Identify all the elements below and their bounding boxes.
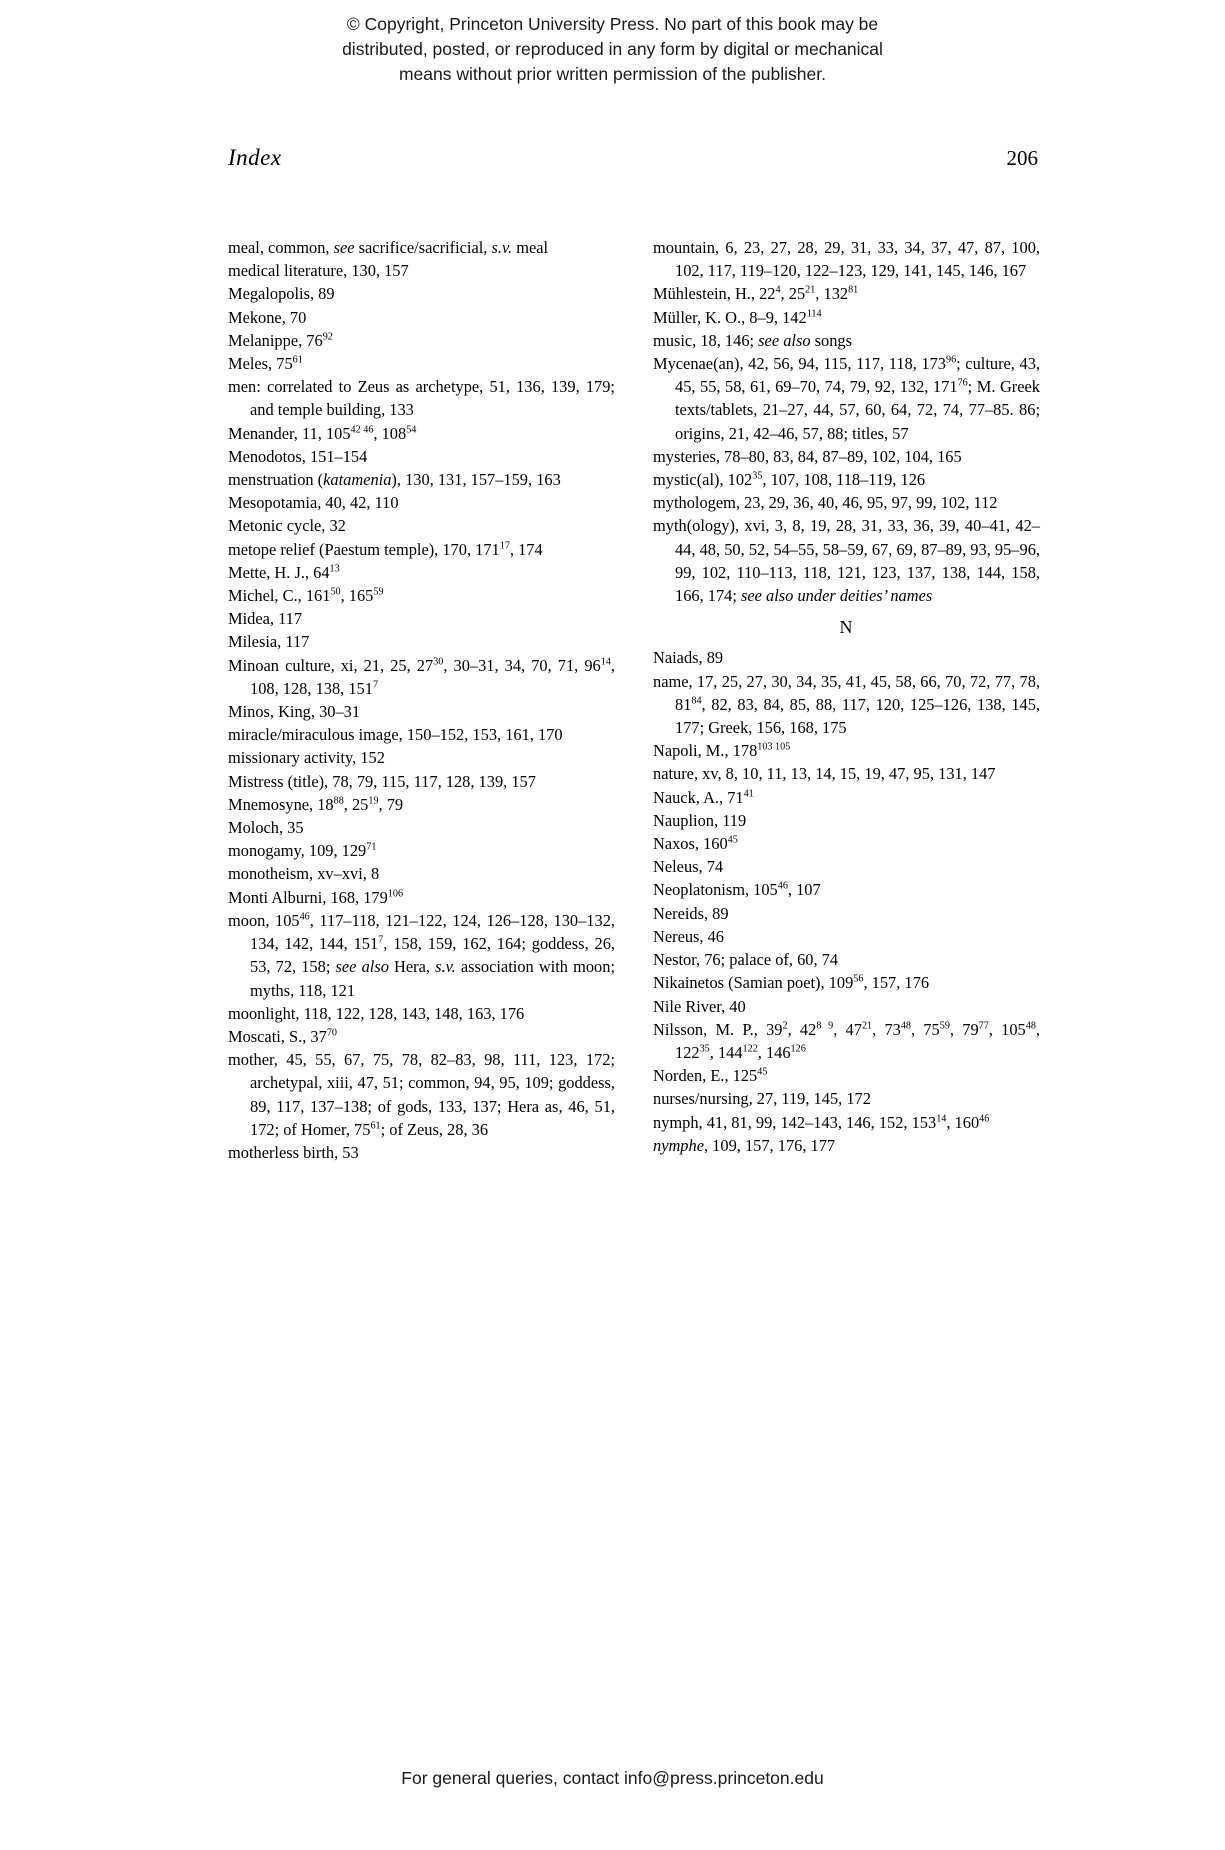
index-entry: mythologem, 23, 29, 36, 40, 46, 95, 97, 99, 102, 112 — [653, 493, 998, 513]
index-entry: Meles, $75^{61}$ — [228, 354, 303, 374]
index-entry: nurses/nursing, 27, 119, 145, 172 — [653, 1089, 871, 1109]
index-entry: Neoplatonism, $105^{46}$, 107 — [653, 880, 821, 900]
footer-queries: For general queries, contact info@press.princeton.edu — [401, 1768, 824, 1788]
index-entry: Mühlestein, H., $22^4$, $25^{21}$, $132^{81}$ — [653, 284, 859, 304]
index-entry: nymph, 41, 81, 99, 142–143, 146, 152, $153^{14}$, $160^{46}$ — [653, 1112, 990, 1132]
index-entry: Mycenae(an), 42, 56, 94, 115, 117, 118, $173^{96}$; culture, 43, 45, 55, 58, 61, 69–70, 74, 79, 92, 132, $171^{76}$; M. Greek texts/tablets, 21–27, 44, 57, 60, 64, 72, 74, 77–85. 86; origins, 21, 42–46, 57, 88; titles, 57 — [653, 354, 1040, 443]
index-entry: moonlight, 118, 122, 128, 143, 148, 163, 176 — [228, 1003, 525, 1023]
index-entry: Nereids, 89 — [653, 903, 729, 923]
copyright-line-3: means without prior written permission of the publisher. — [398, 64, 826, 84]
page-header — [228, 145, 1038, 171]
index-entry: miracle/miraculous image, 150–152, 153, 161, 170 — [228, 725, 563, 745]
index-entry: Norden, E., $125^{45}$ — [653, 1066, 768, 1086]
index-entry: Nereus, 46 — [653, 926, 725, 946]
index-entry: Mette, H. J., $64^{13}$ — [228, 562, 340, 582]
index-entry: Midea, 117 — [228, 609, 303, 629]
index-entry: Naiads, 89 — [653, 648, 724, 668]
index-entry: meal, common, see sacrifice/sacrificial, s.v. meal — [228, 238, 549, 257]
index-entry: menstruation (katamenia), 130, 131, 157–159, 163 — [228, 470, 561, 490]
index-entry: nature, xv, 8, 10, 11, 13, 14, 15, 19, 47, 95, 131, 147 — [653, 764, 996, 784]
index-entry: myth(ology), xvi, 3, 8, 19, 28, 31, 33, 36, 39, 40–41, 42–44, 48, 50, 52, 54–55, 58–59, 67, 69, 87–89, 93, 95–96, 99, 102, 110–113, 118, 121, 123, 137, 138, 144, 158, 166, 174; see also under deities’ names — [653, 516, 1040, 606]
index-entry: missionary activity, 152 — [228, 748, 385, 768]
index-entry: mystic(al), $102^{35}$, 107, 108, 118–119, 126 — [653, 470, 926, 490]
index-entry: Nikainetos (Samian poet), $109^{56}$, 157, 176 — [653, 973, 930, 993]
index-entry: music, 18, 146; see also songs — [653, 330, 852, 350]
index-entry: Mekone, 70 — [228, 307, 307, 327]
index-entry: Moloch, 35 — [228, 818, 304, 838]
index-columns — [228, 236, 1040, 1164]
index-entry: Metonic cycle, 32 — [228, 516, 346, 536]
index-entry: mountain, 6, 23, 27, 28, 29, 31, 33, 34, 37, 47, 87, 100, 102, 117, 119–120, 122–123, 129, 141, 145, 146, 167 — [653, 238, 1040, 281]
index-entry: Mistress (title), 78, 79, 115, 117, 128, 139, 157 — [228, 771, 536, 791]
index-entry: metope relief (Paestum temple), 170, $171^{17}$, 174 — [228, 539, 543, 559]
index-entry: mysteries, 78–80, 83, 84, 87–89, 102, 104, 165 — [653, 446, 962, 466]
index-entry: Nestor, 76; palace of, 60, 74 — [653, 950, 839, 970]
index-entry: Mesopotamia, 40, 42, 110 — [228, 493, 399, 513]
index-entry: Napoli, M., $178^{103 105}$ — [653, 741, 791, 761]
index-column-left — [228, 236, 615, 1164]
index-entry: Neleus, 74 — [653, 857, 724, 877]
page-number: 206 — [1006, 146, 1038, 170]
index-entry: Menander, 11, $105^{42 46}$, $108^{54}$ — [228, 423, 417, 443]
index-entry: Mnemosyne, $18^{88}$, $25^{19}$, 79 — [228, 794, 404, 814]
index-entry: Nilsson, M. P., $39^2$, $42^{8 9}$, $47^{21}$, $73^{48}$, $75^{59}$, $79^{77}$, $105^{48}$, $122^{35}$, $144^{122}$, $146^{126}$ — [653, 1019, 1041, 1062]
index-entry: name, 17, 25, 27, 30, 34, 35, 41, 45, 58, 66, 70, 72, 77, 78, $81^{84}$, 82, 83, 84, 85, 88, 117, 120, 125–126, 138, 145, 177; Greek, 156, 168, 175 — [653, 671, 1040, 738]
index-entry: Minos, King, 30–31 — [228, 702, 361, 722]
index-entry: monogamy, 109, $129^{71}$ — [228, 841, 377, 861]
copyright-line-1: © Copyright, Princeton University Press. No part of this book may be — [346, 14, 879, 34]
index-entry: Nauplion, 119 — [653, 810, 747, 830]
index-entry: Michel, C., $161^{50}$, $165^{59}$ — [228, 586, 384, 606]
index-entry: Menodotos, 151–154 — [228, 446, 368, 466]
index-entry: men: correlated to Zeus as archetype, 51, 136, 139, 179; and temple building, 133 — [228, 377, 615, 420]
index-entry: Milesia, 117 — [228, 632, 310, 652]
index-entry: Müller, K. O., 8–9, $142^{114}$ — [653, 307, 822, 327]
copyright-notice — [0, 12, 1225, 87]
index-entry: Moscati, S., $37^{70}$ — [228, 1026, 337, 1046]
index-entry: mother, 45, 55, 67, 75, 78, 82–83, 98, 111, 123, 172; archetypal, xiii, 47, 51; common, 94, 95, 109; goddess, 89, 117, 137–138; of gods, 133, 137; Hera as, 46, 51, 172; of Homer, $75^{61}$; of Zeus, 28, 36 — [228, 1050, 615, 1139]
index-entry: Melanippe, $76^{92}$ — [228, 330, 333, 350]
index-entry: moon, $105^{46}$, 117–118, 121–122, 124, 126–128, 130–132, 134, 142, 144, $151^7$, 158, 159, 162, 164; goddess, 26, 53, 72, 158; see also Hera, s.v. association with moon; myths, 118, 121 — [228, 910, 615, 1000]
index-entry: Nauck, A., $71^{41}$ — [653, 787, 754, 807]
index-entry: nymphe, 109, 157, 176, 177 — [653, 1135, 836, 1155]
index-column-right — [653, 236, 1040, 1164]
page-title: Index — [228, 145, 282, 170]
index-entry: monotheism, xv–xvi, 8 — [228, 864, 380, 884]
copyright-line-2: distributed, posted, or reproduced in any form by digital or mechanical — [342, 39, 883, 59]
index-entry: Minoan culture, xi, 21, 25, $27^{30}$, 30–31, 34, 70, 71, $96^{14}$, 108, 128, 138, $151^7$ — [228, 655, 616, 698]
index-entry: Naxos, $160^{45}$ — [653, 834, 738, 854]
index-entry: Nile River, 40 — [653, 996, 746, 1016]
index-entry: motherless birth, 53 — [228, 1142, 359, 1162]
index-entry: medical literature, 130, 157 — [228, 261, 409, 281]
index-entry: Monti Alburni, 168, $179^{106}$ — [228, 887, 404, 907]
index-entry: Megalopolis, 89 — [228, 284, 335, 304]
index-section-letter: N — [839, 617, 854, 638]
